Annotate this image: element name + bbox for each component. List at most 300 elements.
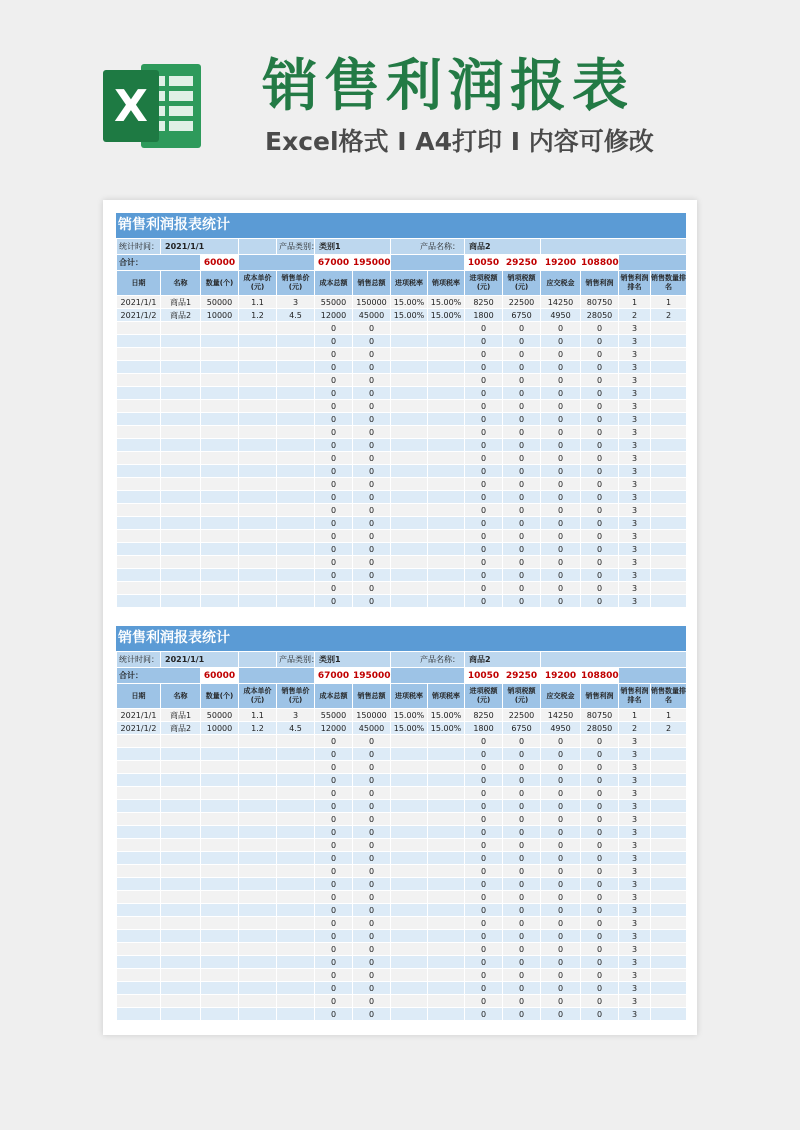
- table-cell[interactable]: [277, 1008, 315, 1021]
- table-cell[interactable]: 0: [503, 426, 541, 439]
- table-cell[interactable]: 0: [353, 517, 391, 530]
- table-cell[interactable]: [651, 735, 687, 748]
- table-cell[interactable]: [201, 426, 239, 439]
- table-cell[interactable]: 0: [353, 956, 391, 969]
- table-cell[interactable]: 3: [619, 374, 651, 387]
- table-cell[interactable]: 0: [353, 452, 391, 465]
- table-cell[interactable]: [239, 556, 277, 569]
- table-cell[interactable]: [117, 904, 161, 917]
- table-cell[interactable]: 0: [315, 800, 353, 813]
- table-cell[interactable]: [428, 322, 465, 335]
- table-cell[interactable]: 150000: [353, 296, 391, 309]
- table-cell[interactable]: 0: [353, 400, 391, 413]
- table-cell[interactable]: 22500: [503, 296, 541, 309]
- table-cell[interactable]: 0: [465, 735, 503, 748]
- table-cell[interactable]: [651, 491, 687, 504]
- table-cell[interactable]: 0: [353, 413, 391, 426]
- table-cell[interactable]: 6750: [503, 722, 541, 735]
- table-cell[interactable]: 0: [581, 569, 619, 582]
- table-cell[interactable]: [117, 1008, 161, 1021]
- table-cell[interactable]: [201, 956, 239, 969]
- table-cell[interactable]: 0: [353, 439, 391, 452]
- table-cell[interactable]: 1.1: [239, 709, 277, 722]
- table-cell[interactable]: [391, 478, 428, 491]
- table-cell[interactable]: 0: [503, 491, 541, 504]
- table-cell[interactable]: 15.00%: [391, 309, 428, 322]
- table-cell[interactable]: [428, 335, 465, 348]
- table-cell[interactable]: [391, 956, 428, 969]
- table-cell[interactable]: [161, 413, 201, 426]
- table-cell[interactable]: [391, 361, 428, 374]
- table-cell[interactable]: 0: [503, 748, 541, 761]
- table-cell[interactable]: 0: [315, 878, 353, 891]
- table-cell[interactable]: 1800: [465, 309, 503, 322]
- table-cell[interactable]: 0: [503, 335, 541, 348]
- table-cell[interactable]: 3: [619, 413, 651, 426]
- table-cell[interactable]: 0: [541, 839, 581, 852]
- table-cell[interactable]: [651, 956, 687, 969]
- table-cell[interactable]: 0: [353, 582, 391, 595]
- table-cell[interactable]: 3: [619, 982, 651, 995]
- table-cell[interactable]: 1: [651, 296, 687, 309]
- table-cell[interactable]: [277, 426, 315, 439]
- table-cell[interactable]: 0: [581, 878, 619, 891]
- table-cell[interactable]: 2021/1/1: [117, 296, 161, 309]
- table-cell[interactable]: 0: [541, 774, 581, 787]
- table-cell[interactable]: 12000: [315, 722, 353, 735]
- table-cell[interactable]: [277, 322, 315, 335]
- table-cell[interactable]: [161, 543, 201, 556]
- table-cell[interactable]: 28050: [581, 722, 619, 735]
- table-cell[interactable]: 0: [581, 595, 619, 608]
- table-cell[interactable]: 0: [503, 813, 541, 826]
- table-cell[interactable]: 0: [541, 556, 581, 569]
- table-cell[interactable]: 0: [315, 517, 353, 530]
- table-cell[interactable]: 0: [541, 852, 581, 865]
- table-cell[interactable]: [277, 361, 315, 374]
- table-cell[interactable]: [161, 852, 201, 865]
- table-cell[interactable]: [391, 335, 428, 348]
- table-cell[interactable]: [391, 800, 428, 813]
- table-cell[interactable]: 0: [541, 400, 581, 413]
- table-cell[interactable]: 0: [581, 904, 619, 917]
- table-cell[interactable]: [161, 774, 201, 787]
- table-cell[interactable]: [239, 774, 277, 787]
- table-cell[interactable]: 1: [619, 709, 651, 722]
- table-cell[interactable]: [391, 930, 428, 943]
- table-cell[interactable]: [277, 917, 315, 930]
- table-cell[interactable]: 0: [465, 917, 503, 930]
- table-cell[interactable]: [428, 930, 465, 943]
- table-cell[interactable]: 0: [465, 348, 503, 361]
- table-cell[interactable]: [651, 774, 687, 787]
- table-cell[interactable]: [201, 930, 239, 943]
- table-cell[interactable]: 0: [581, 761, 619, 774]
- table-cell[interactable]: [428, 943, 465, 956]
- table-cell[interactable]: [277, 543, 315, 556]
- table-cell[interactable]: 3: [619, 761, 651, 774]
- table-cell[interactable]: 0: [541, 800, 581, 813]
- table-cell[interactable]: 1800: [465, 722, 503, 735]
- table-cell[interactable]: [117, 374, 161, 387]
- table-cell[interactable]: 0: [353, 387, 391, 400]
- table-cell[interactable]: 3: [619, 400, 651, 413]
- table-cell[interactable]: 0: [353, 556, 391, 569]
- table-cell[interactable]: 4.5: [277, 722, 315, 735]
- table-cell[interactable]: 0: [465, 930, 503, 943]
- table-cell[interactable]: [239, 387, 277, 400]
- table-cell[interactable]: 0: [315, 982, 353, 995]
- table-cell[interactable]: [428, 491, 465, 504]
- table-cell[interactable]: [277, 582, 315, 595]
- table-cell[interactable]: 0: [503, 465, 541, 478]
- table-cell[interactable]: 0: [541, 439, 581, 452]
- table-cell[interactable]: [201, 439, 239, 452]
- table-cell[interactable]: 3: [619, 452, 651, 465]
- table-cell[interactable]: [428, 1008, 465, 1021]
- table-cell[interactable]: [391, 465, 428, 478]
- table-cell[interactable]: [391, 813, 428, 826]
- table-cell[interactable]: [161, 956, 201, 969]
- table-cell[interactable]: 80750: [581, 296, 619, 309]
- table-cell[interactable]: 0: [581, 543, 619, 556]
- table-cell[interactable]: 80750: [581, 709, 619, 722]
- table-cell[interactable]: 0: [581, 774, 619, 787]
- table-cell[interactable]: 3: [619, 735, 651, 748]
- table-cell[interactable]: 0: [315, 582, 353, 595]
- table-cell[interactable]: 0: [503, 478, 541, 491]
- table-cell[interactable]: 10000: [201, 309, 239, 322]
- table-cell[interactable]: [239, 400, 277, 413]
- table-cell[interactable]: 0: [581, 865, 619, 878]
- table-cell[interactable]: [428, 956, 465, 969]
- table-cell[interactable]: [161, 761, 201, 774]
- table-cell[interactable]: 0: [353, 530, 391, 543]
- table-cell[interactable]: 0: [581, 852, 619, 865]
- table-cell[interactable]: [277, 413, 315, 426]
- table-cell[interactable]: [239, 361, 277, 374]
- table-cell[interactable]: [117, 735, 161, 748]
- table-cell[interactable]: 0: [581, 582, 619, 595]
- table-cell[interactable]: 0: [465, 569, 503, 582]
- table-cell[interactable]: 3: [277, 709, 315, 722]
- table-cell[interactable]: 0: [503, 839, 541, 852]
- table-cell[interactable]: 0: [541, 504, 581, 517]
- table-cell[interactable]: [428, 439, 465, 452]
- table-cell[interactable]: 0: [503, 982, 541, 995]
- table-cell[interactable]: [161, 826, 201, 839]
- table-cell[interactable]: 15.00%: [428, 296, 465, 309]
- table-cell[interactable]: [117, 865, 161, 878]
- table-cell[interactable]: [651, 569, 687, 582]
- table-cell[interactable]: [161, 426, 201, 439]
- table-cell[interactable]: [117, 813, 161, 826]
- table-cell[interactable]: 1.1: [239, 296, 277, 309]
- table-cell[interactable]: [277, 335, 315, 348]
- table-cell[interactable]: [201, 569, 239, 582]
- table-cell[interactable]: 0: [315, 569, 353, 582]
- table-cell[interactable]: 3: [619, 426, 651, 439]
- table-cell[interactable]: [161, 787, 201, 800]
- table-cell[interactable]: 0: [353, 787, 391, 800]
- table-cell[interactable]: [201, 904, 239, 917]
- table-cell[interactable]: [651, 387, 687, 400]
- table-cell[interactable]: [391, 995, 428, 1008]
- table-cell[interactable]: 0: [315, 543, 353, 556]
- table-cell[interactable]: [161, 556, 201, 569]
- table-cell[interactable]: [239, 465, 277, 478]
- table-cell[interactable]: 0: [465, 891, 503, 904]
- table-cell[interactable]: 15.00%: [391, 296, 428, 309]
- table-cell[interactable]: 0: [465, 556, 503, 569]
- table-cell[interactable]: [428, 413, 465, 426]
- table-cell[interactable]: 0: [315, 787, 353, 800]
- table-cell[interactable]: 0: [315, 917, 353, 930]
- table-cell[interactable]: 商品2: [161, 722, 201, 735]
- product-name-value[interactable]: 商品2: [465, 652, 541, 668]
- table-cell[interactable]: 0: [581, 504, 619, 517]
- table-cell[interactable]: 0: [541, 1008, 581, 1021]
- table-cell[interactable]: 0: [315, 826, 353, 839]
- table-cell[interactable]: [391, 426, 428, 439]
- table-cell[interactable]: 0: [353, 735, 391, 748]
- table-cell[interactable]: [117, 556, 161, 569]
- table-cell[interactable]: [161, 582, 201, 595]
- table-cell[interactable]: 0: [465, 852, 503, 865]
- table-cell[interactable]: 0: [541, 826, 581, 839]
- table-cell[interactable]: [428, 735, 465, 748]
- table-cell[interactable]: [651, 787, 687, 800]
- table-cell[interactable]: [161, 930, 201, 943]
- table-cell[interactable]: 0: [465, 400, 503, 413]
- table-cell[interactable]: 0: [581, 491, 619, 504]
- table-cell[interactable]: 0: [541, 569, 581, 582]
- table-cell[interactable]: 0: [465, 595, 503, 608]
- table-cell[interactable]: [651, 335, 687, 348]
- table-cell[interactable]: [117, 439, 161, 452]
- table-cell[interactable]: 0: [353, 569, 391, 582]
- table-cell[interactable]: 0: [353, 813, 391, 826]
- table-cell[interactable]: [117, 517, 161, 530]
- table-cell[interactable]: 0: [581, 426, 619, 439]
- table-cell[interactable]: 0: [581, 439, 619, 452]
- table-cell[interactable]: [277, 774, 315, 787]
- table-cell[interactable]: [239, 956, 277, 969]
- table-cell[interactable]: [428, 748, 465, 761]
- table-cell[interactable]: [651, 426, 687, 439]
- table-cell[interactable]: 0: [581, 995, 619, 1008]
- table-cell[interactable]: [277, 348, 315, 361]
- table-cell[interactable]: [391, 904, 428, 917]
- table-cell[interactable]: 0: [503, 569, 541, 582]
- table-cell[interactable]: [161, 995, 201, 1008]
- table-cell[interactable]: [239, 787, 277, 800]
- table-cell[interactable]: [201, 543, 239, 556]
- table-cell[interactable]: 3: [619, 361, 651, 374]
- table-cell[interactable]: 0: [503, 374, 541, 387]
- table-cell[interactable]: 0: [465, 491, 503, 504]
- table-cell[interactable]: 1.2: [239, 722, 277, 735]
- table-cell[interactable]: 0: [465, 478, 503, 491]
- table-cell[interactable]: [651, 322, 687, 335]
- table-cell[interactable]: [239, 748, 277, 761]
- category-value[interactable]: 类别1: [315, 239, 391, 255]
- table-cell[interactable]: 0: [353, 904, 391, 917]
- table-cell[interactable]: [651, 530, 687, 543]
- table-cell[interactable]: 0: [581, 374, 619, 387]
- table-cell[interactable]: 0: [503, 595, 541, 608]
- table-cell[interactable]: [428, 348, 465, 361]
- table-cell[interactable]: 1: [651, 709, 687, 722]
- table-cell[interactable]: 0: [541, 426, 581, 439]
- table-cell[interactable]: 0: [315, 956, 353, 969]
- table-cell[interactable]: 0: [353, 374, 391, 387]
- table-cell[interactable]: [651, 400, 687, 413]
- table-cell[interactable]: [428, 465, 465, 478]
- table-cell[interactable]: 0: [581, 787, 619, 800]
- table-cell[interactable]: 3: [619, 813, 651, 826]
- table-cell[interactable]: [651, 943, 687, 956]
- table-cell[interactable]: 0: [503, 543, 541, 556]
- table-cell[interactable]: [277, 748, 315, 761]
- table-cell[interactable]: [428, 852, 465, 865]
- table-cell[interactable]: 3: [619, 530, 651, 543]
- table-cell[interactable]: 3: [619, 943, 651, 956]
- table-cell[interactable]: [428, 917, 465, 930]
- table-cell[interactable]: [391, 452, 428, 465]
- table-cell[interactable]: 0: [581, 839, 619, 852]
- table-cell[interactable]: 50000: [201, 709, 239, 722]
- table-cell[interactable]: [201, 595, 239, 608]
- table-cell[interactable]: [161, 491, 201, 504]
- table-cell[interactable]: 0: [541, 413, 581, 426]
- table-cell[interactable]: 0: [353, 426, 391, 439]
- table-cell[interactable]: [391, 839, 428, 852]
- table-cell[interactable]: [117, 426, 161, 439]
- table-cell[interactable]: [391, 322, 428, 335]
- table-cell[interactable]: [428, 891, 465, 904]
- table-cell[interactable]: [277, 491, 315, 504]
- table-cell[interactable]: [277, 735, 315, 748]
- table-cell[interactable]: [239, 982, 277, 995]
- table-cell[interactable]: 3: [619, 748, 651, 761]
- table-cell[interactable]: 0: [353, 800, 391, 813]
- table-cell[interactable]: [428, 865, 465, 878]
- table-cell[interactable]: 0: [581, 826, 619, 839]
- table-cell[interactable]: 0: [541, 982, 581, 995]
- table-cell[interactable]: 0: [353, 348, 391, 361]
- table-cell[interactable]: [239, 852, 277, 865]
- table-cell[interactable]: [651, 595, 687, 608]
- table-cell[interactable]: 0: [465, 426, 503, 439]
- table-cell[interactable]: 15.00%: [428, 709, 465, 722]
- table-cell[interactable]: 0: [503, 517, 541, 530]
- table-cell[interactable]: 0: [503, 865, 541, 878]
- table-cell[interactable]: [428, 530, 465, 543]
- table-cell[interactable]: 0: [353, 969, 391, 982]
- table-cell[interactable]: 0: [465, 322, 503, 335]
- table-cell[interactable]: [651, 930, 687, 943]
- table-cell[interactable]: 0: [465, 839, 503, 852]
- table-cell[interactable]: 0: [541, 335, 581, 348]
- table-cell[interactable]: [651, 543, 687, 556]
- table-cell[interactable]: [651, 904, 687, 917]
- table-cell[interactable]: 0: [581, 465, 619, 478]
- table-cell[interactable]: 0: [353, 322, 391, 335]
- table-cell[interactable]: [201, 491, 239, 504]
- table-cell[interactable]: [201, 982, 239, 995]
- table-cell[interactable]: [239, 917, 277, 930]
- table-cell[interactable]: 3: [619, 335, 651, 348]
- table-cell[interactable]: 2: [619, 309, 651, 322]
- table-cell[interactable]: 3: [619, 439, 651, 452]
- table-cell[interactable]: 0: [465, 335, 503, 348]
- table-cell[interactable]: 0: [353, 826, 391, 839]
- table-cell[interactable]: [201, 556, 239, 569]
- table-cell[interactable]: [428, 374, 465, 387]
- time-value[interactable]: 2021/1/1: [161, 239, 239, 255]
- table-cell[interactable]: 0: [581, 348, 619, 361]
- table-cell[interactable]: 0: [581, 478, 619, 491]
- table-cell[interactable]: [161, 891, 201, 904]
- table-cell[interactable]: 0: [465, 956, 503, 969]
- table-cell[interactable]: 0: [315, 348, 353, 361]
- table-cell[interactable]: 0: [541, 904, 581, 917]
- table-cell[interactable]: 0: [541, 969, 581, 982]
- table-cell[interactable]: 0: [353, 930, 391, 943]
- table-cell[interactable]: [239, 595, 277, 608]
- table-cell[interactable]: [277, 761, 315, 774]
- table-cell[interactable]: [117, 748, 161, 761]
- time-value[interactable]: 2021/1/1: [161, 652, 239, 668]
- table-cell[interactable]: 0: [503, 556, 541, 569]
- table-cell[interactable]: 0: [541, 530, 581, 543]
- table-cell[interactable]: [651, 374, 687, 387]
- table-cell[interactable]: 0: [465, 374, 503, 387]
- table-cell[interactable]: [428, 595, 465, 608]
- table-cell[interactable]: 0: [353, 852, 391, 865]
- table-cell[interactable]: [651, 995, 687, 1008]
- table-cell[interactable]: [239, 813, 277, 826]
- table-cell[interactable]: [391, 917, 428, 930]
- table-cell[interactable]: 0: [581, 735, 619, 748]
- table-cell[interactable]: 0: [315, 735, 353, 748]
- table-cell[interactable]: 0: [581, 361, 619, 374]
- table-cell[interactable]: [239, 543, 277, 556]
- table-cell[interactable]: [117, 504, 161, 517]
- table-cell[interactable]: [651, 982, 687, 995]
- table-cell[interactable]: [428, 982, 465, 995]
- table-cell[interactable]: [391, 504, 428, 517]
- table-cell[interactable]: [391, 982, 428, 995]
- table-cell[interactable]: [277, 374, 315, 387]
- table-cell[interactable]: [277, 387, 315, 400]
- table-cell[interactable]: 0: [541, 595, 581, 608]
- table-cell[interactable]: [239, 761, 277, 774]
- table-cell[interactable]: [277, 878, 315, 891]
- table-cell[interactable]: 2021/1/2: [117, 722, 161, 735]
- table-cell[interactable]: 0: [581, 530, 619, 543]
- table-cell[interactable]: [277, 452, 315, 465]
- table-cell[interactable]: [161, 348, 201, 361]
- table-cell[interactable]: [428, 904, 465, 917]
- table-cell[interactable]: 3: [619, 478, 651, 491]
- table-cell[interactable]: 0: [541, 917, 581, 930]
- table-cell[interactable]: [161, 335, 201, 348]
- table-cell[interactable]: [161, 517, 201, 530]
- table-cell[interactable]: [391, 530, 428, 543]
- table-cell[interactable]: 0: [465, 439, 503, 452]
